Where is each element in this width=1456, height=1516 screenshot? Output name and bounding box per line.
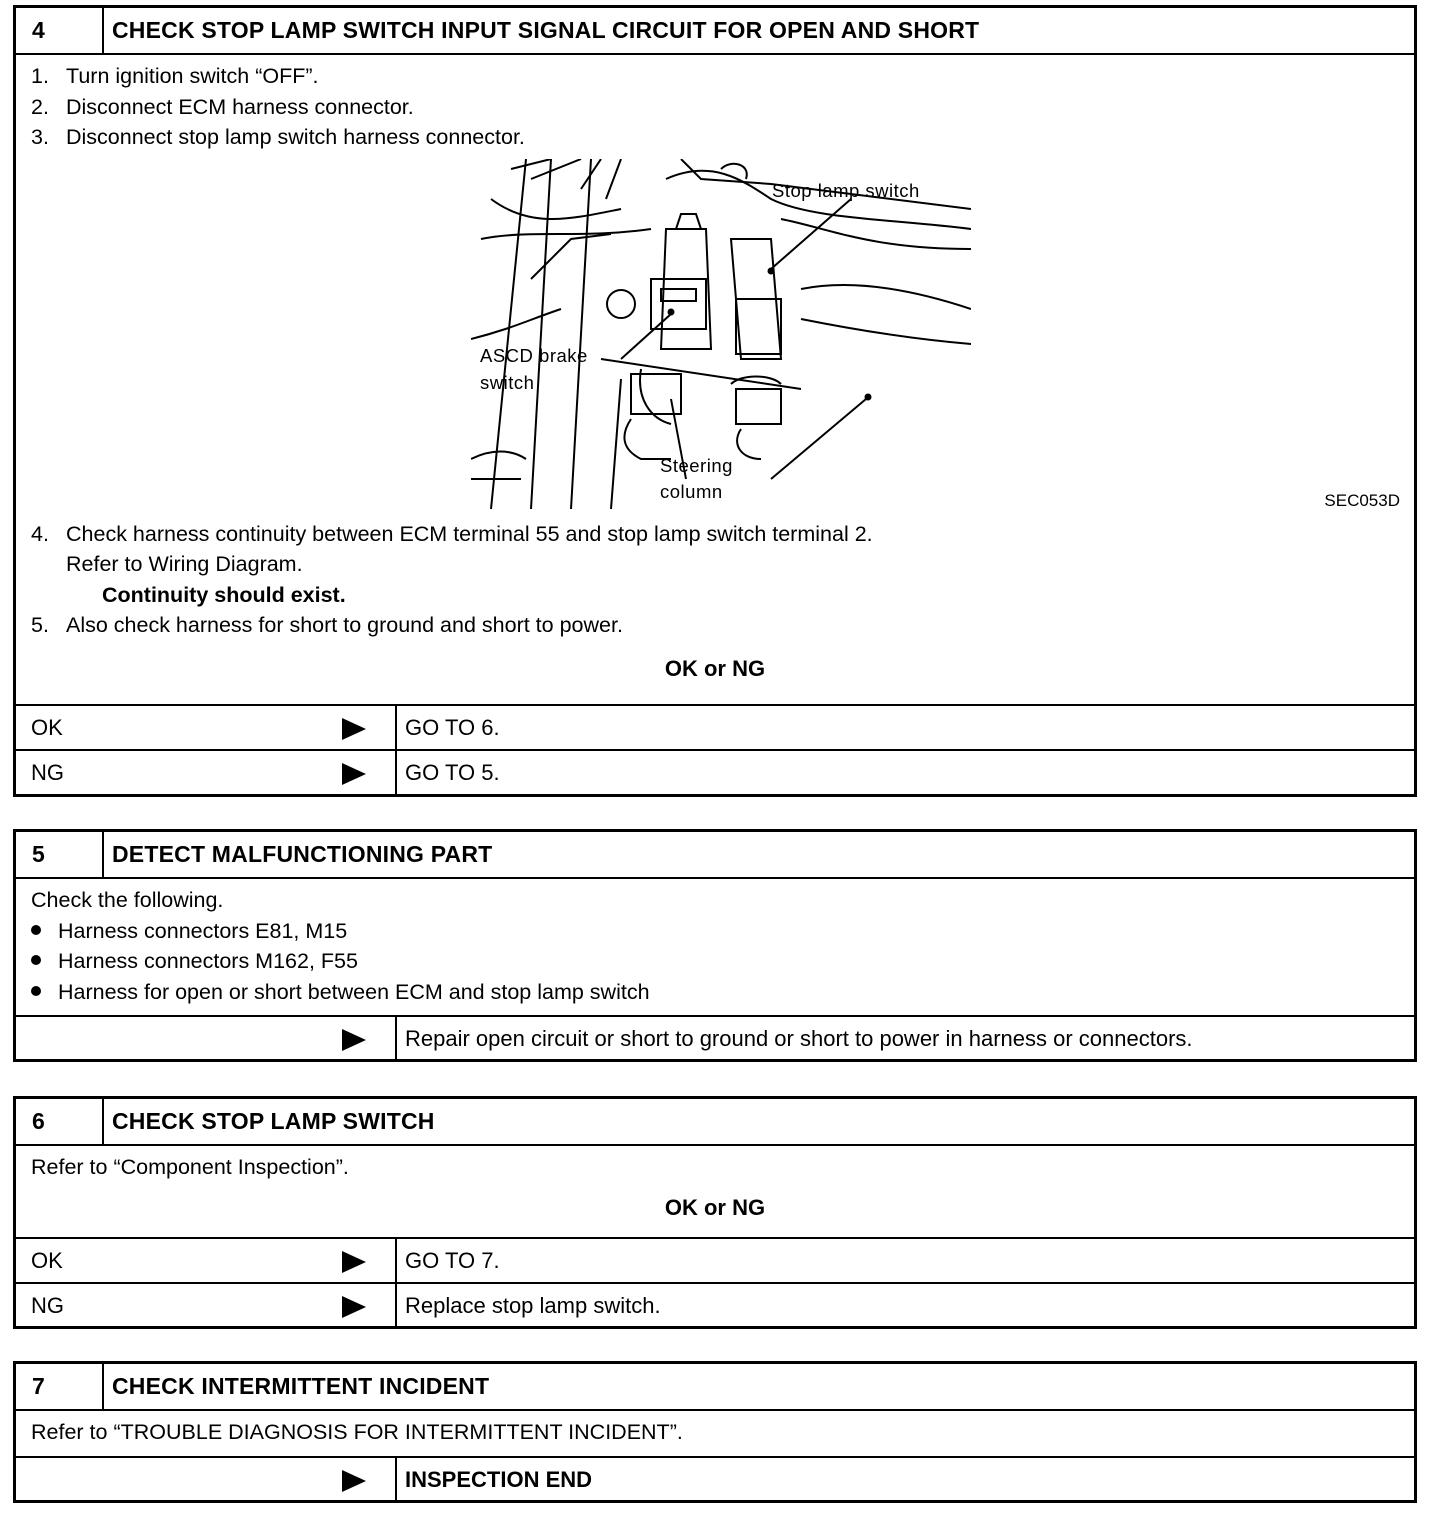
result-action: Repair open circuit or short to ground or short to power in harness or connectors. bbox=[405, 1026, 1193, 1051]
step-7-header bbox=[16, 1364, 1414, 1411]
result-row-ng bbox=[16, 1282, 1414, 1327]
callout-ascd-brake-line1: ASCD brake bbox=[480, 344, 588, 366]
callout-steering-line2: column bbox=[660, 480, 723, 502]
bullet-icon bbox=[31, 925, 41, 935]
result-action: GO TO 5. bbox=[405, 760, 500, 785]
step-6-box bbox=[13, 1096, 1417, 1329]
stop-lamp-switch-figure bbox=[16, 153, 1414, 519]
step-title: CHECK STOP LAMP SWITCH bbox=[112, 1108, 435, 1134]
check-item bbox=[16, 977, 1414, 1008]
instruction-text: Also check harness for short to ground and short to power. bbox=[66, 613, 623, 637]
instruction-number: 1. bbox=[31, 64, 49, 88]
step-number: 5 bbox=[16, 832, 104, 877]
instruction-text: Turn ignition switch “OFF”. bbox=[66, 64, 319, 88]
result-label bbox=[16, 1458, 397, 1501]
step-7-box bbox=[13, 1361, 1417, 1503]
arrow-right-icon bbox=[342, 718, 366, 740]
step-6-body bbox=[16, 1146, 1414, 1237]
result-label-text: NG bbox=[31, 760, 64, 785]
bullet-icon bbox=[31, 955, 41, 965]
result-label-text: OK bbox=[31, 1248, 63, 1273]
result-row-ng bbox=[16, 749, 1414, 794]
ok-or-ng-heading: OK or NG bbox=[664, 1194, 766, 1220]
check-item-text: Harness for open or short between ECM and stop lamp switch bbox=[58, 979, 650, 1004]
step-title: CHECK INTERMITTENT INCIDENT bbox=[112, 1373, 490, 1399]
check-item-text: Harness connectors M162, F55 bbox=[58, 949, 358, 973]
instruction-4-refer: Refer to Wiring Diagram. bbox=[66, 552, 303, 576]
result-action: INSPECTION END bbox=[405, 1467, 593, 1492]
result-label-text: NG bbox=[31, 1293, 64, 1318]
result-action: Replace stop lamp switch. bbox=[405, 1293, 661, 1318]
result-label bbox=[16, 706, 397, 749]
arrow-right-icon bbox=[342, 763, 366, 785]
callout-steering-line1: Steering bbox=[660, 454, 733, 476]
instruction-5 bbox=[16, 610, 1414, 641]
result-label bbox=[16, 1284, 397, 1327]
result-row bbox=[16, 1015, 1414, 1060]
arrow-right-icon bbox=[342, 1029, 366, 1051]
step-number: 6 bbox=[16, 1099, 104, 1144]
result-action: GO TO 7. bbox=[405, 1248, 500, 1273]
instruction-number: 3. bbox=[31, 125, 49, 149]
instruction-1 bbox=[16, 61, 1414, 92]
step-title: DETECT MALFUNCTIONING PART bbox=[112, 841, 493, 867]
refer-text: Refer to “TROUBLE DIAGNOSIS FOR INTERMITTENT INCIDENT”. bbox=[31, 1420, 683, 1444]
result-label-text: OK bbox=[31, 715, 63, 740]
step-4-header bbox=[16, 8, 1414, 55]
step-7-body bbox=[16, 1411, 1414, 1456]
result-label bbox=[16, 1017, 397, 1060]
step-number: 4 bbox=[16, 8, 104, 53]
ok-or-ng-heading: OK or NG bbox=[664, 655, 766, 681]
instruction-text: Check harness continuity between ECM terminal 55 and stop lamp switch terminal 2. bbox=[66, 521, 873, 546]
check-intro: Check the following. bbox=[31, 888, 224, 912]
instruction-number: 4. bbox=[31, 521, 49, 546]
bullet-icon bbox=[31, 986, 41, 996]
instruction-2 bbox=[16, 92, 1414, 123]
step-6-header bbox=[16, 1099, 1414, 1146]
callout-ascd-brake-line2: switch bbox=[480, 371, 535, 393]
instruction-text: Disconnect stop lamp switch harness connector. bbox=[66, 125, 525, 149]
arrow-right-icon bbox=[342, 1470, 366, 1492]
result-label bbox=[16, 751, 397, 794]
step-4-box bbox=[13, 5, 1417, 797]
result-row-ok bbox=[16, 1237, 1414, 1282]
instruction-4 bbox=[16, 519, 1414, 550]
check-item-text: Harness connectors E81, M15 bbox=[58, 918, 348, 943]
instruction-4-expected: Continuity should exist. bbox=[102, 582, 346, 607]
result-action: GO TO 6. bbox=[405, 715, 500, 740]
refer-text: Refer to “Component Inspection”. bbox=[31, 1155, 349, 1179]
instruction-number: 5. bbox=[31, 613, 49, 637]
instruction-text: Disconnect ECM harness connector. bbox=[66, 94, 414, 119]
arrow-right-icon bbox=[342, 1251, 366, 1273]
arrow-right-icon bbox=[342, 1296, 366, 1318]
check-item bbox=[16, 916, 1414, 947]
step-5-body bbox=[16, 879, 1414, 1015]
step-number: 7 bbox=[16, 1364, 104, 1409]
step-5-header bbox=[16, 832, 1414, 879]
figure-id: SEC053D bbox=[1324, 491, 1400, 510]
result-row bbox=[16, 1456, 1414, 1501]
step-title: CHECK STOP LAMP SWITCH INPUT SIGNAL CIRCUIT FOR OPEN AND SHORT bbox=[112, 17, 980, 43]
result-row-ok bbox=[16, 704, 1414, 749]
step-5-box bbox=[13, 829, 1417, 1062]
step-4-body bbox=[16, 55, 1414, 704]
instruction-number: 2. bbox=[31, 94, 49, 119]
result-label bbox=[16, 1239, 397, 1282]
callout-stop-lamp-switch: Stop lamp switch bbox=[772, 179, 920, 201]
instruction-3 bbox=[16, 122, 1414, 153]
check-item bbox=[16, 946, 1414, 977]
